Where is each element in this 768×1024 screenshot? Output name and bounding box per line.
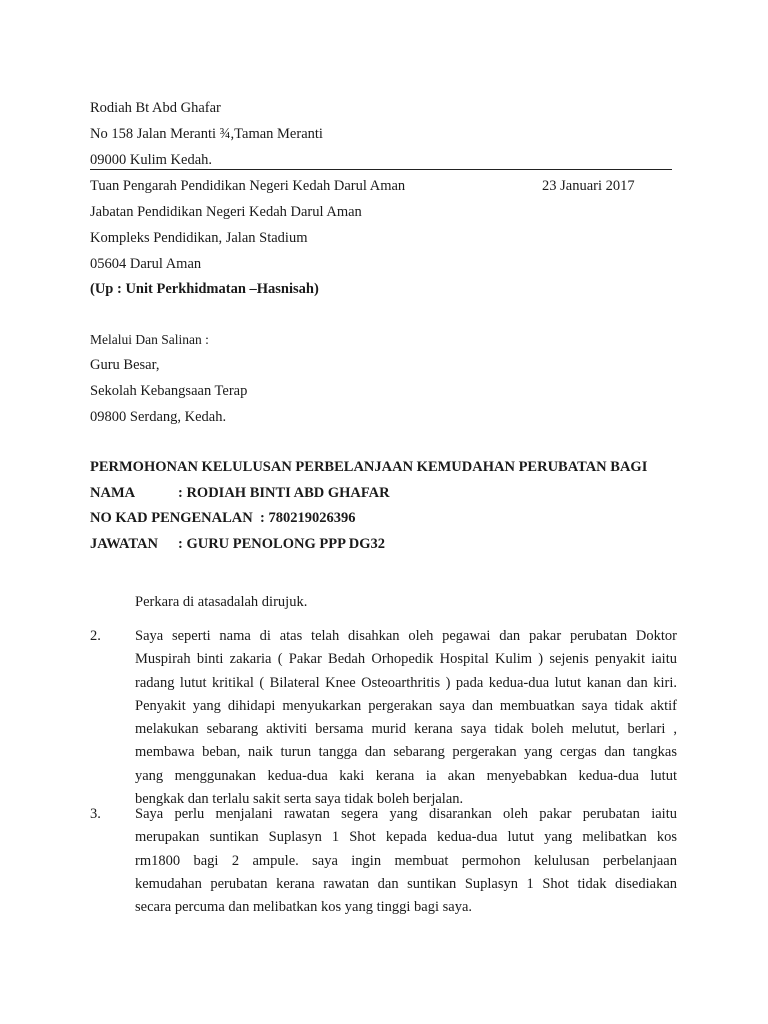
subject-title: PERMOHONAN KELULUSAN PERBELANJAAN KEMUDAHAN PERUBATAN BAGI	[90, 459, 648, 475]
recipient-line2: Jabatan Pendidikan Negeri Kedah Darul Aman	[90, 204, 362, 220]
recipient-line4: 05604 Darul Aman	[90, 256, 202, 272]
subject-name-value: : RODIAH BINTI ABD GHAFAR	[178, 485, 390, 501]
letter-date: 23 Januari 2017	[542, 178, 635, 194]
paragraph-line: Saya seperti nama di atas telah disahkan oleh pegawai dan pakar perubatan Doktor	[135, 628, 677, 644]
paragraph-line: radang lutut kritikal ( Bilateral Knee Osteoarthritis ) pada kedua-dua lutut kanan dan kiri.	[135, 674, 677, 691]
paragraph-3-number: 3.	[90, 806, 101, 822]
recipient-line1: Tuan Pengarah Pendidikan Negeri Kedah Darul Aman	[90, 178, 406, 194]
subject-post-row	[90, 536, 385, 553]
subject-name-label: NAMA	[90, 485, 136, 501]
paragraph-line: rm1800 bagi 2 ampule. saya ingin membuat permohon kelulusan perbelanjaan	[135, 852, 677, 869]
paragraph-line: membawa beban, naik turun tangga dan sebarang pergerakan yang cergas dan tangkas	[135, 744, 677, 761]
recipient-line3: Kompleks Pendidikan, Jalan Stadium	[90, 230, 308, 246]
paragraph-line: Penyakit yang dihidapi menyukarkan pergerakan saya dan membuatkan saya tidak aktif	[135, 697, 677, 714]
subject-name-row	[90, 485, 390, 502]
via-line1: Guru Besar,	[90, 357, 160, 373]
sender-address-line2: 09000 Kulim Kedah.	[90, 152, 213, 168]
subject-post-value: : GURU PENOLONG PPP DG32	[178, 536, 386, 552]
paragraph-2	[135, 625, 677, 811]
paragraph-3	[135, 803, 677, 919]
paragraph-line: merupakan suntikan Suplasyn 1 Shot kepada kedua-dua lutut yang melibatkan kos	[135, 829, 677, 846]
paragraph-line: secara percuma dan melibatkan kos yang tinggi bagi saya.	[135, 899, 473, 916]
paragraph-line: melakukan sebarang aktiviti bersama murid kerana saya tidak boleh melutut, berlari ,	[135, 721, 677, 738]
intro-paragraph: Perkara di atasadalah dirujuk.	[135, 594, 308, 610]
header-rule	[90, 169, 672, 170]
subject-post-label: JAWATAN	[90, 536, 158, 552]
via-line3: 09800 Serdang, Kedah.	[90, 409, 227, 425]
paragraph-line: Muspirah binti zakaria ( Pakar Bedah Orhopedik Hospital Kulim ) sejenis penyakit iaitu	[135, 651, 677, 668]
subject-ic-value: : 780219026396	[260, 510, 356, 526]
paragraph-line: bengkak dan terlalu sakit serta saya tidak boleh berjalan.	[135, 791, 464, 808]
sender-name: Rodiah Bt Abd Ghafar	[90, 100, 221, 116]
paragraph-line: yang menggunakan kedua-dua kaki kerana ia akan menyebabkan kedua-dua lutut	[135, 767, 677, 784]
subject-ic-label: NO KAD PENGENALAN	[90, 510, 253, 526]
paragraph-line: Saya perlu menjalani rawatan segera yang disarankan oleh pakar perubatan iaitu	[135, 806, 677, 822]
via-line2: Sekolah Kebangsaan Terap	[90, 383, 248, 399]
recipient-attention: (Up : Unit Perkhidmatan –Hasnisah)	[90, 281, 319, 297]
paragraph-line: kemudahan perubatan kerana rawatan dan suntikan Suplasyn 1 Shot tidak disediakan	[135, 875, 677, 892]
via-heading: Melalui Dan Salinan :	[90, 332, 209, 347]
subject-ic-row	[90, 510, 355, 527]
sender-address-line1: No 158 Jalan Meranti ¾,Taman Meranti	[90, 126, 323, 142]
paragraph-2-number: 2.	[90, 628, 101, 644]
